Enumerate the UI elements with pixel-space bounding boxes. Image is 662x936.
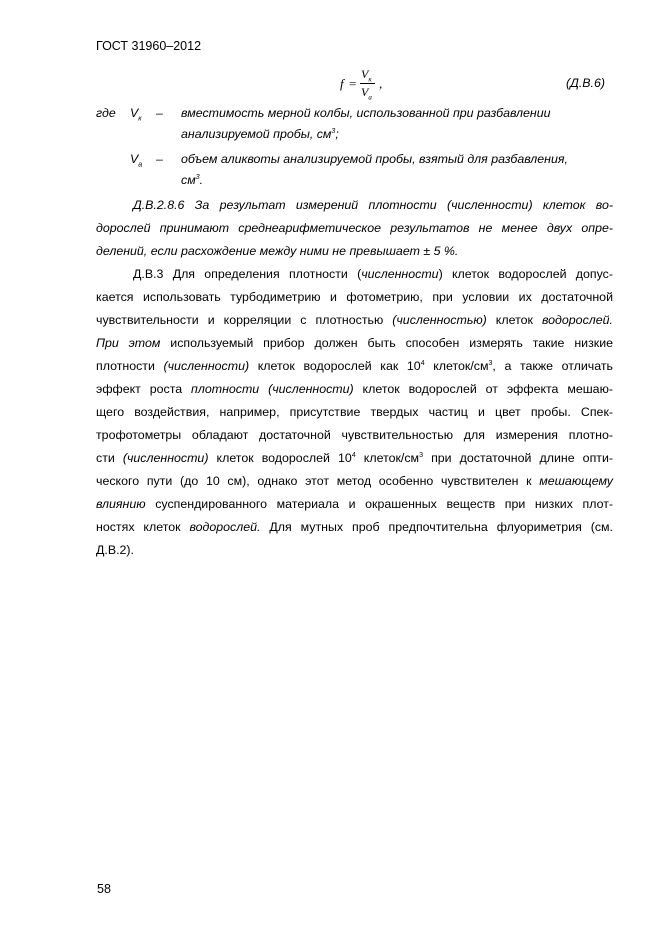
formula-comma: , — [379, 76, 383, 91]
para2-line13: Д.В.2). — [96, 543, 135, 557]
where-var-2: $V_а$ — [130, 152, 143, 169]
formula-lhs: f — [340, 76, 344, 91]
para2-line8: трофотометры обладают достаточной чувствительностью для измерения плотно- — [96, 428, 613, 442]
where-desc-2-line1: объем аликвоты анализируемой пробы, взятый для разбавления, — [181, 152, 568, 166]
para2-line5: плотности (численности) клеток водорослей как $10^4$ клеток/$см^3$, а также отличать — [96, 359, 613, 373]
where-word: где — [96, 106, 116, 120]
formula — [340, 66, 420, 104]
para2-line11: влиянию суспендированного материала и окрашенных веществ при низких плот- — [96, 497, 613, 511]
where-desc-1-line1: вместимость мерной колбы, использованной при разбавлении — [181, 106, 551, 120]
formula-numerator: $V_к$ — [361, 67, 372, 84]
para1-line3: делений, если расхождение между ними не превышает ± 5 %. — [96, 244, 459, 258]
para2-line3: чувствительности и корреляции с плотностью (численностью) клеток водорослей. — [96, 313, 613, 327]
where-var-1: $V_к$ — [130, 106, 142, 123]
para1-line1: Д.В.2.8.6 За результат измерений плотности (численности) клеток во- — [133, 198, 613, 212]
para2-line9: сти (численности) клеток водорослей $10^4$ клеток/$см^3$ при достаточной длине опти- — [96, 451, 614, 465]
where-desc-1-line2: анализируемой пробы, $см^3$; — [181, 127, 339, 141]
para2-line2: кается использовать турбодиметрию и фотометрию, при условии их достаточной — [96, 290, 613, 304]
where-desc-2-line2: $см^3$. — [181, 173, 204, 187]
para2-line12: ностях клеток водорослей. Для мутных проб предпочтительна флуориметрия (см. — [96, 520, 613, 534]
equation-number: (Д.В.6) — [566, 76, 606, 90]
where-dash-2: – — [156, 152, 163, 166]
formula-denominator: $V_а$ — [361, 85, 372, 102]
where-dash-1: – — [156, 106, 163, 120]
page-number: 58 — [97, 882, 111, 896]
para2-line6: эффект роста плотности (численности) клеток водорослей от эффекта мешаю- — [96, 382, 613, 396]
para2-line10: ческого пути (до 10 см), однако этот метод особенно чувствителен к мешающему — [96, 474, 613, 488]
para2-line1: Д.В.3 Для определения плотности (численности) клеток водорослей допус- — [133, 267, 613, 281]
formula-equals: = — [349, 76, 357, 91]
fraction-bar — [360, 83, 375, 84]
para2-line7: щего воздействия, например, присутствие твердых частиц и цвет пробы. Спек- — [96, 405, 613, 419]
document-code: ГОСТ 31960–2012 — [96, 39, 202, 53]
para2-line4: При этом используемый прибор должен быть способен измерять такие низкие — [96, 336, 614, 350]
para1-line2: дорослей принимают среднеарифметическое результатов не менее двух опре- — [96, 221, 613, 235]
